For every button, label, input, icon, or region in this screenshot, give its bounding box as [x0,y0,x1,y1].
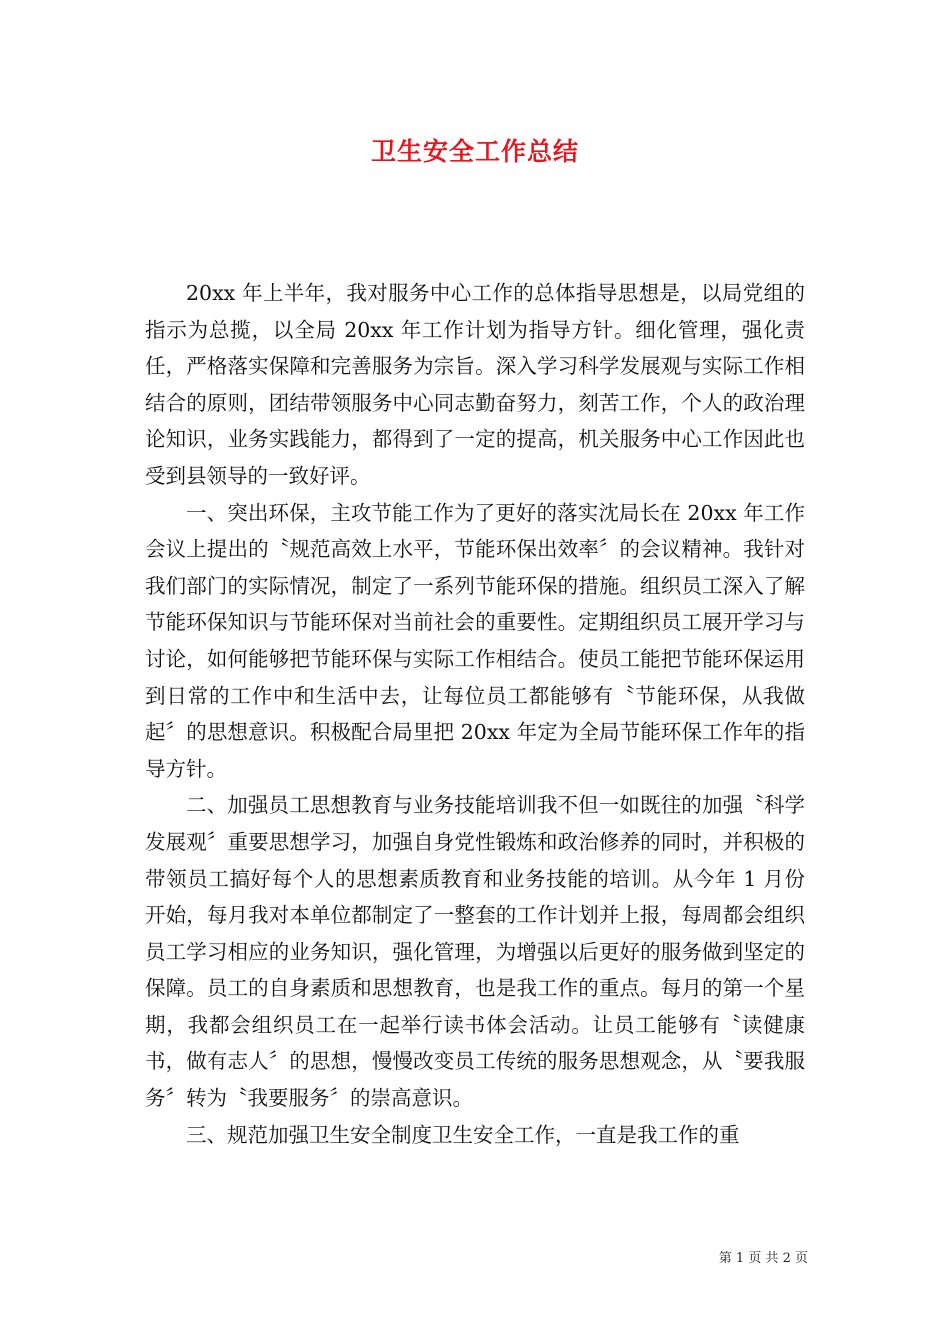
page-indicator: 第 1 页 共 2 页 [718,1251,808,1266]
paragraph-section-2: 二、加强员工思想教育与业务技能培训我不但一如既往的加强〝科学发展观〞重要思想学习，加强自身党性锻炼和政治修养的同时，并积极的带领员工搞好每个人的思想素质教育和业务技能的培训。从今年 1 月份开始，每月我对本单位都制定了一整套的工作计划并上报，每周都会组织员工学习相应的业务知识，强化管理，为增强以后更好的服务做到坚定的保障。员工的自身素质和思想教育，也是我工作的重点。每月的第一个星期，我都会组织员工在一起举行读书体会活动。让员工能够有〝读健康书，做有志人〞的思想，慢慢改变员工传统的服务思想观念，从〝要我服务〞转为〝我要服务〞的崇高意识。 [145,793,805,1111]
document-body [145,275,805,1153]
paragraph-section-3: 三、规范加强卫生安全制度卫生安全工作，一直是我工作的重 [186,1122,740,1147]
document-title: 卫生安全工作总结 [370,137,579,166]
paragraph-section-1: 一、突出环保，主攻节能工作为了更好的落实沈局长在 20xx 年工作会议上提出的〝规范高效上水平，节能环保出效率〞的会议精神。我针对我们部门的实际情况，制定了一系列节能环保的措施。组织员工深入了解节能环保知识与节能环保对当前社会的重要性。定期组织员工展开学习与讨论，如何能够把节能环保与实际工作相结合。使员工能把节能环保运用到日常的工作中和生活中去，让每位员工都能够有〝节能环保，从我做起〞的思想意识。积极配合局里把 20xx 年定为全局节能环保工作年的指导方针。 [145,500,805,781]
paragraph-intro: 20xx 年上半年，我对服务中心工作的总体指导思想是，以局党组的指示为总揽，以全局 20xx 年工作计划为指导方针。细化管理，强化责任，严格落实保障和完善服务为宗旨。深入学习科学发展观与实际工作相结合的原则，团结带领服务中心同志勤奋努力，刻苦工作，个人的政治理论知识，业务实践能力，都得到了一定的提高，机关服务中心工作因此也受到县领导的一致好评。 [145,281,805,488]
